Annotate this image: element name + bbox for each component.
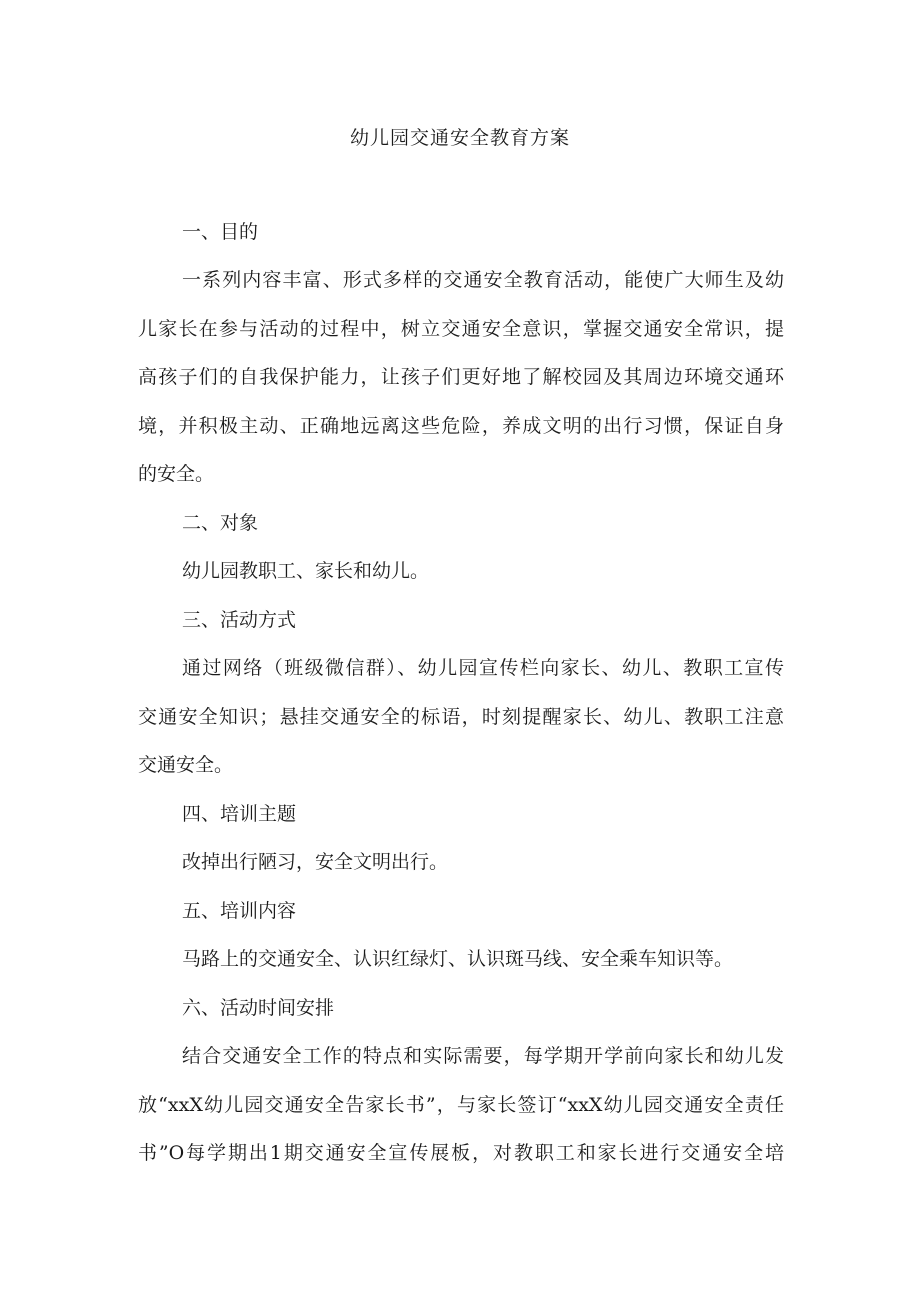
section-heading-training-content: 五、培训内容	[182, 900, 297, 922]
section-heading-activity-method: 三、活动方式	[182, 609, 297, 631]
document-title: 幼儿园交通安全教育方案	[349, 127, 570, 149]
section-heading-target: 二、对象	[182, 512, 259, 534]
paragraph-line: 儿家长在参与活动的过程中，树立交通安全意识，掌握交通安全常识，提	[138, 317, 784, 340]
paragraph-line: 的安全。	[138, 463, 215, 485]
paragraph-line: 交通安全。	[138, 754, 234, 776]
paragraph-line: 一系列内容丰富、形式多样的交通安全教育活动，能使广大师生及幼	[182, 269, 784, 291]
paragraph-line: 境，并积极主动、正确地远离这些危险，养成文明的出行习惯，保证自身	[138, 414, 784, 437]
section-paragraph-training-content	[138, 935, 784, 984]
paragraph-line: 幼儿园教职工、家长和幼儿。	[182, 560, 430, 582]
paragraph-line: 改掉出行陋习，安全文明出行。	[182, 851, 449, 873]
paragraph-line: 交通安全知识；悬挂交通安全的标语，时刻提醒家长、幼儿、教职工注意	[138, 705, 784, 728]
section-paragraph-activity-method	[138, 644, 784, 790]
section-paragraph-schedule	[138, 1032, 784, 1178]
section-paragraph-target	[138, 547, 784, 596]
section-heading-purpose: 一、目的	[182, 221, 259, 243]
paragraph-line: 通过网络（班级微信群）、幼儿园宣传栏向家长、幼儿、教职工宣传	[182, 657, 784, 679]
section-heading-training-theme: 四、培训主题	[182, 803, 297, 825]
paragraph-line: 书”O每学期出1期交通安全宣传展板，对教职工和家长进行交通安全培	[138, 1142, 784, 1164]
section-paragraph-training-theme	[138, 838, 784, 887]
paragraph-line: 马路上的交通安全、认识红绿灯、认识斑马线、安全乘车知识等。	[182, 948, 734, 970]
section-paragraph-purpose	[138, 256, 784, 499]
paragraph-line: 结合交通安全工作的特点和实际需要，每学期开学前向家长和幼儿发	[182, 1045, 784, 1067]
paragraph-line: 高孩子们的自我保护能力，让孩子们更好地了解校园及其周边环境交通环	[138, 366, 784, 388]
paragraph-line: 放“xxX幼儿园交通安全告家长书”，与家长签订“xxX幼儿园交通安全责任	[138, 1093, 784, 1116]
section-heading-schedule: 六、活动时间安排	[182, 997, 335, 1019]
